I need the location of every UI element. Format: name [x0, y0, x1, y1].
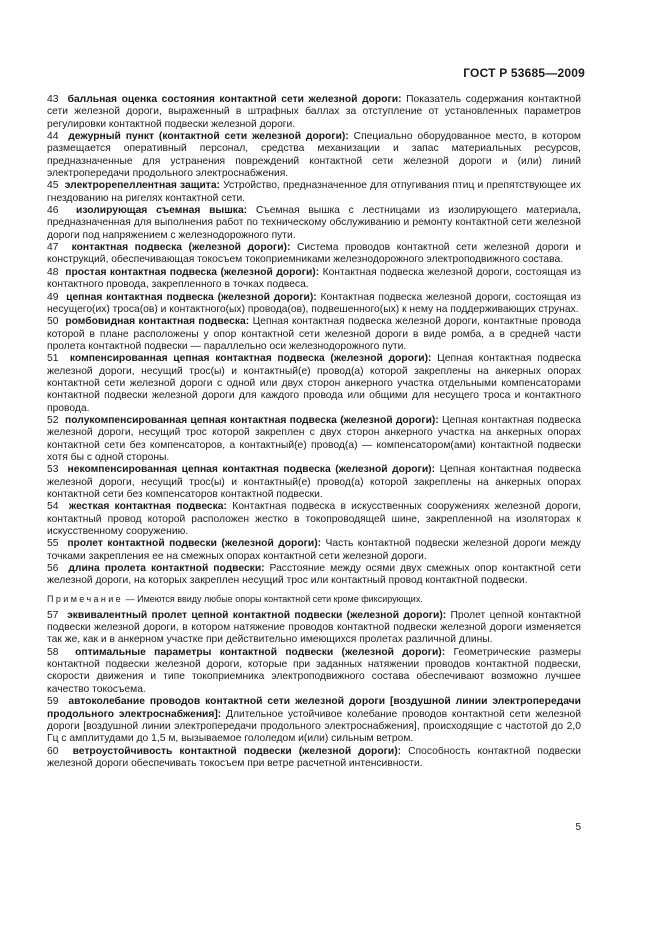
term-definition: Часть контактной подвески железной дороги между точками закрепления ее на смежных опорах контактной сети железной дороги.	[47, 538, 581, 562]
term-60	[47, 746, 581, 771]
term-definition: Длительное устойчивое колебание проводов контактной сети железной дороги [воздушной линии электропередачи продольного электроснабжения], происходящие с частотой до 2,0 Гц с амплитудами до 1,5 м, вызываемое гололедом и(или) сильным ветром.	[47, 708, 581, 745]
term-definition: Система проводов контактной сети железной дороги и конструкций, обеспечивающая токосъем токоприемниками железнодорожного электроподвижного состава.	[47, 242, 581, 266]
term-definition: Геометрические размеры контактной подвески железной дороги, которые при заданных натяжении проводов контактной подвески, скорости движения и типе токоприемника электроподвижного состава обеспечивают возможно лучшее качество токосъема.	[47, 646, 581, 695]
term-48	[47, 267, 581, 292]
document-header	[463, 66, 585, 80]
term-definition: Показатель содержания контактной сети железной дороги, выраженный в штрафных баллах за отступление от установленных параметров регулировки контактной подвески железной дороги.	[47, 94, 581, 130]
term-55	[47, 538, 581, 563]
term-title: полукомпенсированная цепная контактная подвеска (железной дороги):	[65, 414, 439, 426]
term-number: 46	[47, 205, 59, 217]
term-definition: Контактная подвеска железной дороги, состоящая из несущего(их) троса(ов) и контактного(ых) провода(ов), подвешенного(ых) к нему на поддерживающих струнах.	[47, 291, 581, 315]
term-number: 45	[47, 180, 59, 192]
term-number: 57	[47, 609, 59, 621]
term-title: длина пролета контактной подвески:	[68, 563, 265, 575]
term-title: пролет контактной подвески (железной дороги):	[67, 538, 322, 550]
term-number: 44	[47, 131, 59, 143]
term-number: 50	[47, 316, 59, 328]
term-title: простая контактная подвеска (железной дороги):	[65, 266, 320, 278]
term-number: 43	[47, 94, 59, 105]
term-title: ветроустойчивость контактной подвески (железной дороги):	[72, 745, 402, 757]
term-title: балльная оценка состояния контактной сети железной дороги:	[67, 94, 402, 105]
page-number: 5	[575, 822, 581, 833]
term-title: электрорепеллентная защита:	[64, 180, 220, 192]
term-definition: Съемная вышка с лестницами из изолирующего материала, предназначенная для выполнения работ по техническому обслуживанию и ремонту контактной сети железной дороги под напряжением с железнодорожного пути.	[47, 205, 581, 241]
term-number: 55	[47, 538, 59, 550]
term-52	[47, 415, 581, 464]
term-46	[47, 205, 581, 242]
term-definition: Цепная контактная подвеска железной дороги, контактные провода которой в плане расположены у опор контактной сети железной дороги в виде ромба, а в средней части пролета контактной подвески — параллельно оси железнодорожного пути.	[47, 316, 581, 352]
term-53	[47, 464, 581, 501]
term-45	[47, 180, 581, 205]
term-definition: Способность контактной подвески железной дороги обеспечивать токосъем при ветре расчетной интенсивности.	[47, 745, 581, 769]
term-definition: Пролет цепной контактной подвески железной дороги, в котором натяжение проводов контактной подвески железной дороги изменяется так же, как и в анкерном участке при действительно имеющихся пролетах различной длины.	[47, 609, 581, 646]
term-title: цепная контактная подвеска (железной дороги):	[66, 291, 317, 303]
term-57	[47, 610, 581, 647]
terms-content	[47, 94, 581, 770]
term-definition: Контактная подвеска в искусственных сооружениях железной дороги, контактный провод которой расположен жестко в токопроводящей шине, закрепленной на изоляторах к искусственному сооружению.	[47, 501, 582, 538]
term-title: ромбовидная контактная подвеска:	[65, 316, 250, 328]
standard-designation: ГОСТ Р 53685—2009	[463, 66, 585, 80]
term-47	[47, 242, 581, 267]
term-title: контактная подвеска (железной дороги):	[71, 242, 291, 254]
term-definition: Специально оборудованное место, в котором размещается оперативный персонал, средства механизации и запас материальных ресурсов, предназначенные для устранения повреждений контактной сети железной дороги и (или) линий электропередачи продольного электроснабжения.	[47, 131, 581, 180]
term-number: 56	[47, 563, 59, 575]
term-number: 52	[47, 414, 59, 426]
term-number: 48	[47, 266, 59, 278]
term-definition: Цепная контактная подвеска железной дороги, несущий трос(ы) и контактный(е) провод(а) которой закреплены на анкерных опорах контактной сети без компенсаторов контактной подвески.	[47, 464, 581, 500]
note	[47, 593, 581, 605]
term-title: изолирующая съемная вышка:	[76, 205, 248, 217]
note-label: Примечание	[47, 593, 124, 604]
term-50	[47, 316, 581, 353]
term-number: 60	[47, 745, 59, 757]
term-definition: Цепная контактная подвеска железной дороги, несущий трос(ы) и контактный(е) провод(а) которой закреплены на анкерных опорах контактной сети железной дороги с одной или двух сторон анкерного участка отдельными компенсаторами контактной подвески железной дороги для каждого провода или общими для несущего троса и контактного провода.	[47, 353, 581, 414]
term-number: 51	[47, 353, 59, 365]
term-title: компенсированная цепная контактная подвеска (железной дороги):	[69, 353, 432, 365]
term-54	[47, 501, 581, 538]
term-definition: Расстояние между осями двух смежных опор контактной сети железной дороги, на которых закреплен несущий трос или контактный провод контактной подвески.	[47, 563, 581, 587]
term-43	[47, 94, 581, 131]
term-title: жесткая контактная подвеска:	[68, 501, 227, 513]
term-title: эквивалентный пролет цепной контактной подвески (железной дороги):	[67, 609, 447, 621]
term-title: оптимальные параметры контактной подвески (железной дороги):	[75, 646, 446, 658]
term-number: 47	[47, 242, 59, 254]
term-definition: Контактная подвеска железной дороги, состоящая из контактного провода, закрепленного в точках подвеса.	[47, 266, 581, 291]
term-definition: Цепная контактная подвеска железной дороги, несущий трос которой закреплен с двух сторон анкерного участка на анкерных опорах контактной сети без компенсаторов, а контактный(е) провод(а) — компенсатором(ами) контактной подвески хотя бы с одной стороны.	[47, 414, 581, 463]
term-number: 59	[47, 696, 59, 708]
term-number: 53	[47, 464, 59, 476]
term-58	[47, 647, 581, 696]
note-text: — Имеются ввиду любые опоры контактной сети кроме фиксирующих.	[125, 593, 423, 604]
term-44	[47, 131, 581, 180]
term-definition: Устройство, предназначенное для отпугивания птиц и препятствующее их гнездованию на ригелях контактной сети.	[47, 180, 581, 204]
term-59	[47, 696, 581, 745]
term-number: 54	[47, 501, 59, 513]
term-56	[47, 563, 581, 588]
term-title: некомпенсированная цепная контактная подвеска (железной дороги):	[67, 464, 436, 476]
term-title: дежурный пункт (контактной сети железной дороги):	[68, 131, 349, 143]
term-49	[47, 292, 581, 317]
term-51	[47, 353, 581, 415]
term-title: автоколебание проводов контактной сети железной дороги [воздушной линии электропередачи продольного электроснабжения]:	[47, 696, 581, 720]
term-number: 49	[47, 291, 59, 303]
term-number: 58	[47, 646, 59, 658]
